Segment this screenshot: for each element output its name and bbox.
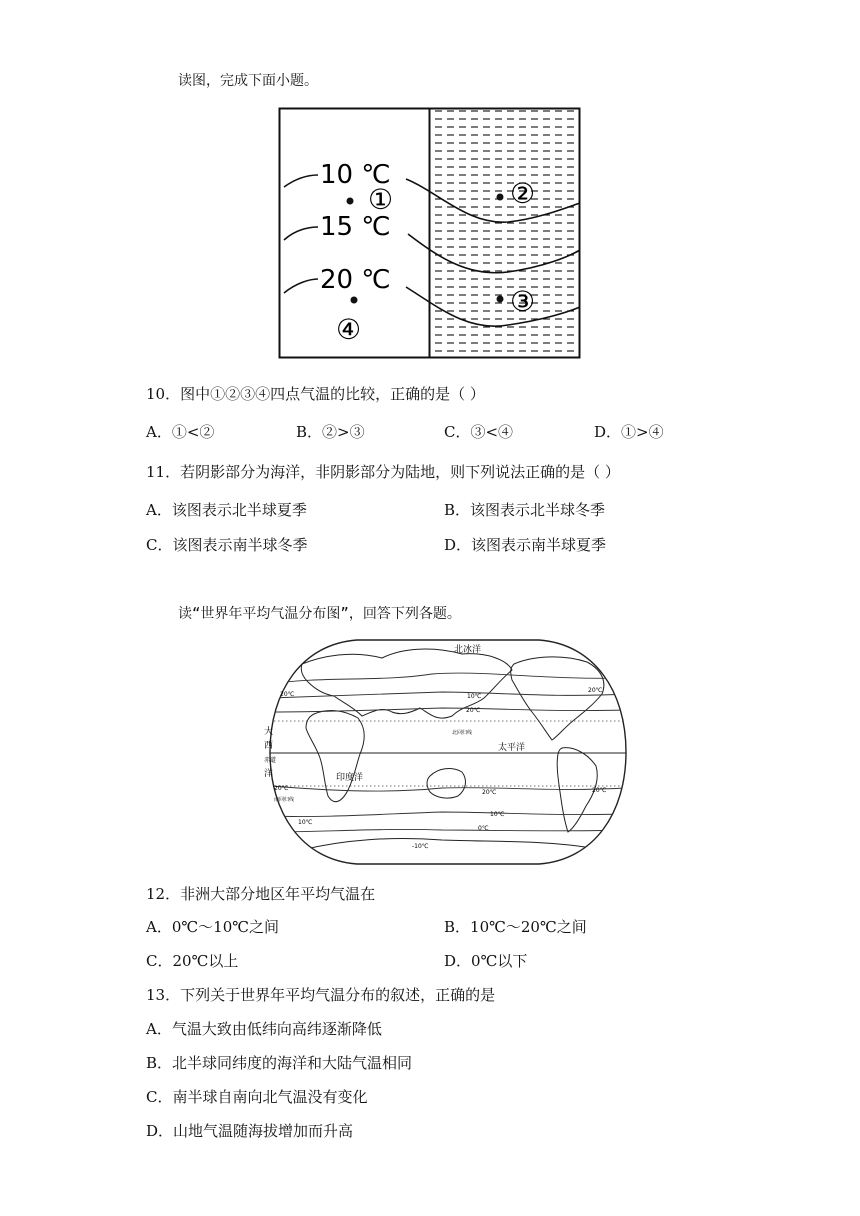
atlantic-label-1: 大: [264, 727, 274, 737]
q10-stem: 10．图中①②③④四点气温的比较，正确的是（ ）: [146, 385, 485, 403]
point-2-dot: [497, 194, 504, 201]
iso20-label: 20 ℃: [320, 265, 391, 295]
equator-label: 赤道: [264, 757, 277, 764]
q12-option-a: A．0℃～10℃之间: [146, 918, 280, 936]
q11-option-a: A．该图表示北半球夏季: [146, 501, 307, 519]
temp-label-10-n: 10℃: [467, 693, 482, 700]
atlantic-label-2: 西: [264, 741, 274, 751]
temp-label-20-sw: 20℃: [274, 785, 289, 792]
q11-option-c: C．该图表示南半球冬季: [146, 536, 308, 554]
section2-intro: 读“世界年平均气温分布图”，回答下列各题。: [178, 606, 461, 622]
q13-option-a: A．气温大致由低纬向高纬逐渐降低: [146, 1020, 382, 1038]
point-4-label: ④: [336, 313, 362, 346]
north-tropic-label: 北回归线: [452, 730, 473, 736]
temp-label-20-nw: 20℃: [280, 691, 295, 698]
q11-option-d: D．该图表示南半球夏季: [444, 536, 607, 554]
point-1-dot: [347, 198, 354, 205]
temp-label-20-se: 20℃: [592, 787, 607, 794]
q12-option-c: C．20℃以上: [146, 952, 239, 970]
q10-option-d: D．①>④: [594, 423, 664, 441]
temp-label-m10: -10℃: [412, 843, 429, 850]
q10-option-b: B．②>③: [296, 423, 365, 441]
q13-option-d: D．山地气温随海拔增加而升高: [146, 1122, 354, 1140]
temp-label-10-s: 10℃: [490, 811, 505, 818]
q12-option-d: D．0℃以下: [444, 952, 528, 970]
temp-label-20-n: 20℃: [466, 707, 481, 714]
q11-option-b: B．该图表示北半球冬季: [444, 501, 606, 519]
iso15-label: 15 ℃: [320, 212, 391, 242]
q13-option-c: C．南半球自南向北气温没有变化: [146, 1088, 368, 1106]
q10-option-c: C．③<④: [444, 423, 514, 441]
temp-label-20-s: 20℃: [482, 789, 497, 796]
temp-label-20-ne: 20℃: [588, 687, 603, 694]
south-tropic-label: 南回归线: [274, 797, 295, 803]
pacific-ocean-label: 太平洋: [498, 743, 526, 753]
point-2-label: ②: [510, 177, 536, 210]
q11-stem: 11．若阴影部分为海洋，非阴影部分为陆地，则下列说法正确的是（ ）: [146, 463, 620, 481]
temp-label-10-sw: 10℃: [298, 819, 313, 826]
q12-stem: 12．非洲大部分地区年平均气温在: [146, 885, 376, 903]
atlantic-label-3: 洋: [264, 769, 274, 779]
q13-stem: 13．下列关于世界年平均气温分布的叙述，正确的是: [146, 986, 496, 1004]
temp-label-0-s: 0℃: [478, 825, 489, 832]
arctic-ocean-label: 北冰洋: [454, 645, 482, 655]
point-3-label: ③: [510, 285, 536, 318]
ocean-area: [430, 109, 580, 358]
q12-option-b: B．10℃～20℃之间: [444, 918, 587, 936]
point-3-dot: [497, 296, 504, 303]
point-1-label: ①: [368, 183, 394, 216]
world-temperature-map: [262, 636, 634, 868]
q13-option-b: B．北半球同纬度的海洋和大陆气温相同: [146, 1054, 413, 1072]
point-4-dot: [351, 297, 358, 304]
iso10-label: 10 ℃: [320, 160, 391, 190]
section1-intro: 读图，完成下面小题。: [178, 73, 318, 89]
isotherm-figure: [278, 107, 582, 359]
q10-option-a: A．①<②: [146, 423, 215, 441]
indian-ocean-label: 印度洋: [336, 773, 364, 783]
